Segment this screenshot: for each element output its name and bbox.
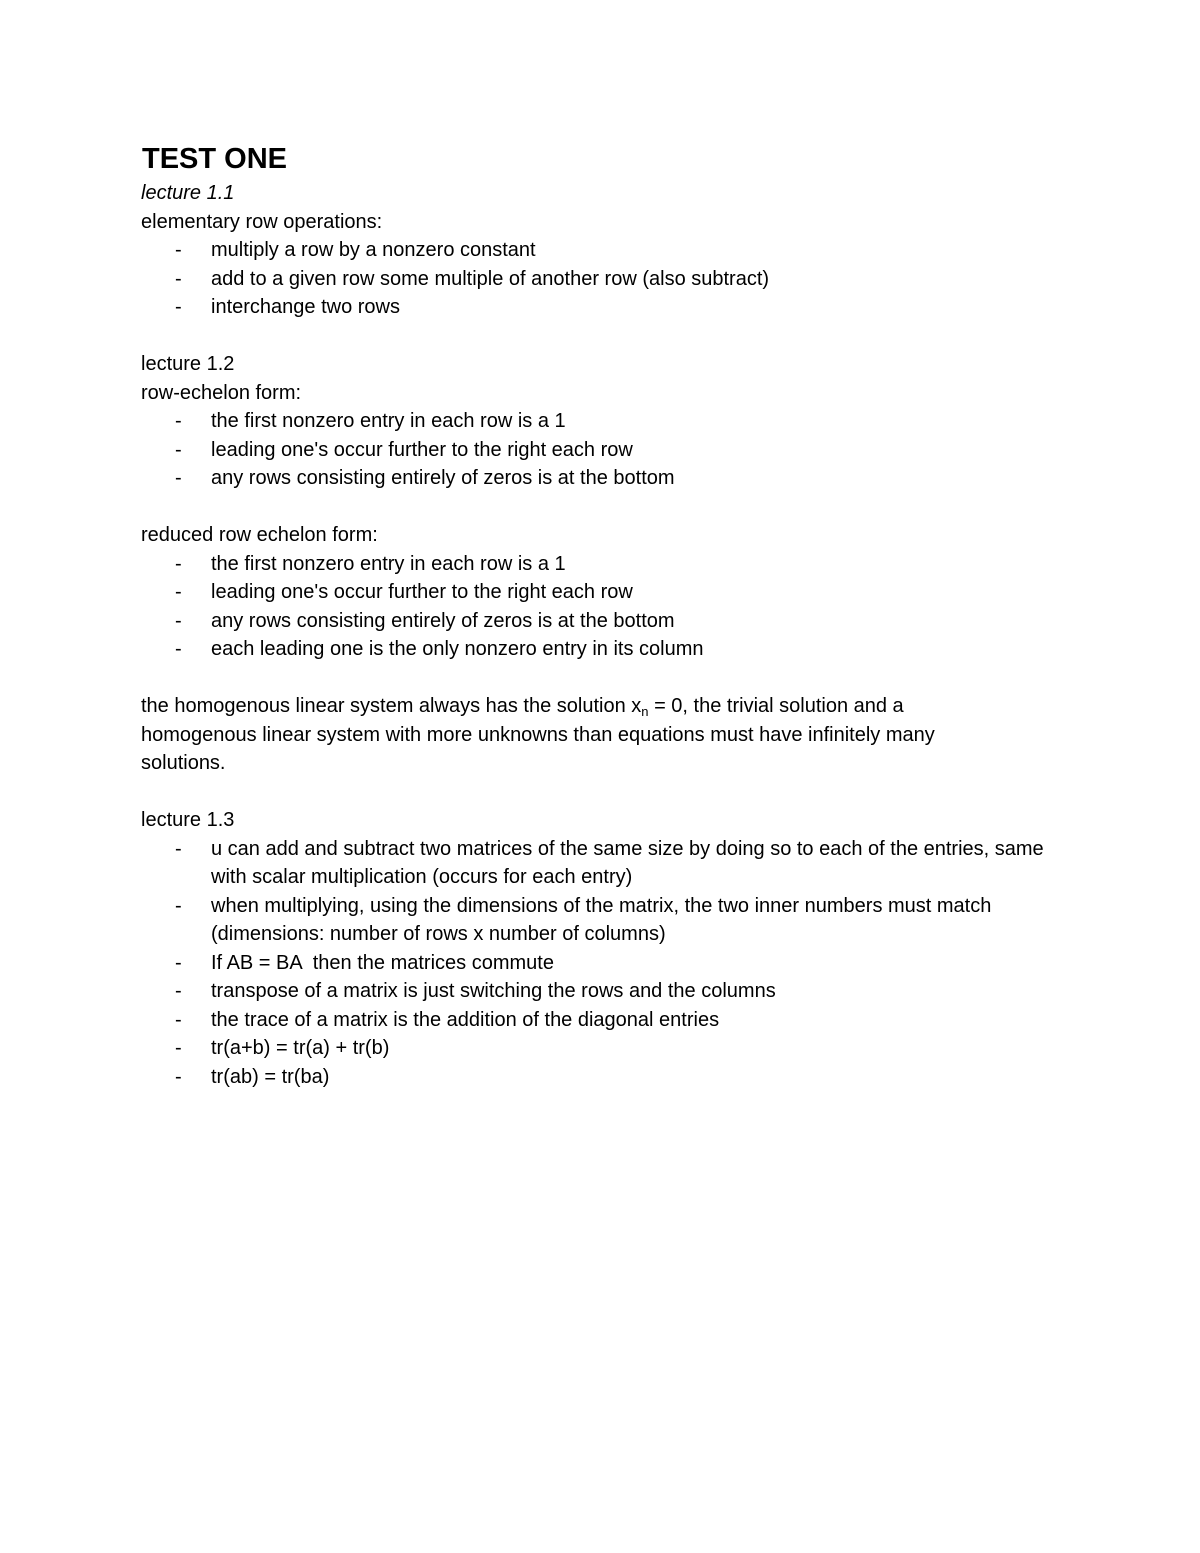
- dash-bullet: -: [175, 1008, 182, 1031]
- list-item-text: interchange two rows: [211, 296, 400, 318]
- list-item-text: any rows consisting entirely of zeros is at the bottom: [211, 467, 675, 489]
- dash-bullet: -: [175, 267, 182, 290]
- list-item: [141, 236, 1080, 265]
- list-item: [141, 892, 1061, 949]
- list-item-text: leading one's occur further to the right each row: [211, 581, 633, 603]
- list-item-text: multiply a row by a nonzero constant: [211, 239, 536, 261]
- list-item-text: tr(a+b) = tr(a) + tr(b): [211, 1037, 390, 1059]
- dash-bullet: -: [175, 552, 182, 575]
- bullet-list-reduced-row-echelon: [141, 550, 1080, 664]
- dash-bullet: -: [175, 1037, 182, 1059]
- document-title: TEST ONE: [142, 143, 288, 175]
- list-item: [141, 578, 1080, 607]
- list-item-text: leading one's occur further to the right each row: [211, 438, 633, 461]
- dash-bullet: -: [175, 894, 182, 917]
- section-heading-lecture-1-2: lecture 1.2: [141, 353, 235, 375]
- list-item: [141, 635, 1080, 664]
- section-heading-lecture-1-1: lecture 1.1: [141, 182, 235, 204]
- dash-bullet: -: [175, 410, 182, 432]
- spacer: [141, 664, 1080, 693]
- spacer: [141, 493, 1080, 522]
- list-item-text: add to a given row some multiple of another row (also subtract): [211, 267, 770, 290]
- paragraph-text-part1: the homogenous linear system always has the solution x: [141, 695, 642, 717]
- dash-bullet: -: [175, 1065, 182, 1088]
- list-item-text: the first nonzero entry in each row is a 1: [211, 410, 566, 432]
- bullet-list-row-operations: [141, 236, 1080, 322]
- homogenous-system-paragraph: [141, 692, 1021, 778]
- list-item: [141, 1034, 1061, 1063]
- list-item-text: tr(ab) = tr(ba): [211, 1065, 330, 1088]
- list-item-text: If AB = BA then the matrices commute: [211, 951, 554, 974]
- bullet-list-row-echelon: [141, 407, 1080, 493]
- dash-bullet: -: [175, 980, 182, 1002]
- dash-bullet: -: [175, 581, 182, 603]
- list-item-text: each leading one is the only nonzero entry in its column: [211, 638, 704, 660]
- dash-bullet: -: [175, 438, 182, 461]
- list-item-text: any rows consisting entirely of zeros is at the bottom: [211, 609, 675, 632]
- list-item: [141, 293, 1080, 322]
- spacer: [141, 778, 1080, 807]
- section-subheading-row-echelon-form: row-echelon form:: [141, 381, 302, 404]
- paragraph-text-part2: = 0, the trivial solution and a homogenous linear system with more unknowns than equations must have infinitely many solutions.: [141, 695, 935, 774]
- list-item-text: u can add and subtract two matrices of the same size by doing so to each of the entries, same with scalar multiplication (occurs for each entry): [211, 837, 1044, 888]
- list-item: [141, 550, 1080, 579]
- dash-bullet: -: [175, 467, 182, 489]
- dash-bullet: -: [175, 296, 182, 318]
- bullet-list-matrices: [141, 835, 1061, 1092]
- section-heading-lecture-1-3: lecture 1.3: [141, 809, 235, 831]
- spacer: [141, 322, 1080, 351]
- subscript-n: n: [641, 704, 649, 719]
- list-item-text: when multiplying, using the dimensions of the matrix, the two inner numbers must match (dimensions: number of rows x number of columns): [211, 894, 992, 945]
- list-item: [141, 265, 1080, 294]
- list-item: [141, 1006, 1061, 1035]
- dash-bullet: -: [175, 609, 182, 632]
- list-item: [141, 835, 1061, 892]
- dash-bullet: -: [175, 239, 182, 261]
- dash-bullet: -: [175, 837, 182, 860]
- dash-bullet: -: [175, 951, 182, 974]
- list-item: [141, 977, 1061, 1006]
- list-item: [141, 464, 1080, 493]
- section-subheading-elementary-row-operations: elementary row operations:: [141, 210, 383, 233]
- list-item: [141, 407, 1080, 436]
- list-item-text: the first nonzero entry in each row is a 1: [211, 552, 566, 575]
- list-item: [141, 1063, 1061, 1092]
- dash-bullet: -: [175, 638, 182, 660]
- list-item-text: the trace of a matrix is the addition of the diagonal entries: [211, 1008, 720, 1031]
- list-item: [141, 607, 1080, 636]
- section-subheading-reduced-row-echelon-form: reduced row echelon form:: [141, 524, 378, 546]
- list-item: [141, 949, 1061, 978]
- list-item-text: transpose of a matrix is just switching the rows and the columns: [211, 980, 776, 1002]
- list-item: [141, 436, 1080, 465]
